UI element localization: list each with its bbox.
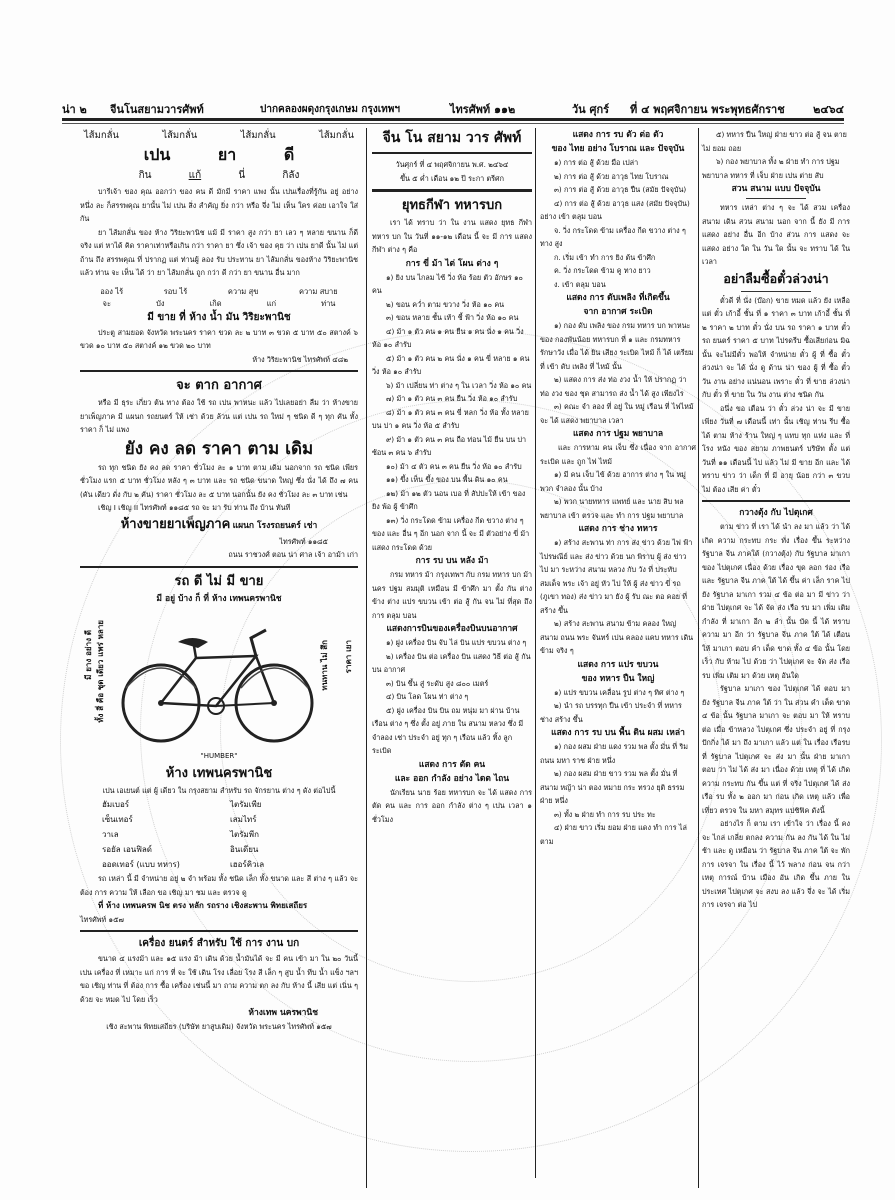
list-item: ก. เริ่ม เข้า ทำ การ ยิง ต้น ข้าศึก	[554, 252, 656, 262]
shop-address: เชิง สะพาน พิทยเสถียร (บริษัท ยาสูบเดิม) จังหวัด พระนคร ไทรศัพท์ ๑๕๗	[106, 1022, 332, 1031]
list-item: ๔) ฝ่าย ขาว เริ่ม ยอม ฝ่าย แดง ทำ การ ไล่ ตาม	[540, 823, 687, 846]
list-item: ๙) ม้า ๑ ตัว คน ๓ คน ถือ ท่อน ไม้ ยืน บน บ่า ซ้อน ๓ คน ๖ สำรับ	[372, 434, 527, 457]
ad-tagline-row	[80, 128, 358, 143]
list-item: ๕) ทหาร ปืน ใหญ่ ฝ่าย ขาว ต่อ สู้ จน ตาย ไม่ ยอม ถอย	[702, 130, 847, 153]
date-line: ขึ้น ๕ ค่ำ เดือน ๑๒ ปี ระกา ตรีศก	[400, 173, 504, 183]
ad-subhead: มี อยู่ บ้าง ก็ ที่ ห้าง เทพนครพานิช	[156, 593, 282, 604]
ad-headline: ยัง คง ลด ราคา ตาม เดิม	[124, 438, 314, 459]
brand-item: ไตรัมเพีย	[230, 800, 262, 809]
ad-phone: ไทรศัพท์ ๑๕๗	[80, 914, 124, 924]
list-item: ๒) เครื่อง บิน ต่อ เครื่อง บิน แสดง วิธี ต่อ สู้ กัน บน อากาศ	[372, 651, 531, 674]
ad-subline	[80, 167, 358, 185]
section-title: ของ ทหาร ปืน ใหญ่	[581, 673, 655, 684]
ad-headline: จะ ตาก อากาศ	[176, 378, 262, 393]
list-item: ๓) ทั้ง ๒ ฝ่าย ทำ การ รบ ประ ทะ	[554, 809, 656, 819]
column-1-ads	[80, 128, 358, 1034]
masthead-rule	[62, 118, 844, 121]
section-title: แสดง การ รบ ตัว ต่อ ตัว	[572, 130, 664, 140]
side-text: ราคา เยา	[344, 639, 353, 673]
section-title: แสดง การ ดับเพลิง ที่เกิดขึ้น	[566, 293, 670, 303]
bicycle-illustration	[80, 610, 358, 760]
benefit: แก่	[266, 298, 277, 308]
section-body: อนึ่ง ขอ เตือน ว่า ตั๋ว ล่วง น่า จะ มี ขาย เพียง วันที่ ๗ เดือนนี้ เท่า นั้น เชิญ ท่าน รีบ ซื้อ ได้ ตาม ห้าง ร้าน ใหญ่ ๆ แทบ ทุก แห่ง และ ที่ โรง หนัง ของ สยาม ภาพยนตร์ บริษัท ตั้ง แต่ วันที่ ๑๑ เดือนนี้ ไป แล้ว ไม่ มี ขาย อีก และ ได้ ทราบ ข่าว ว่า เด็ก ที่ มี อายุ น้อย กว่า ๓ ขวบ ไม่ ต้อง เสีย ค่า ตั๋ว	[702, 403, 850, 494]
title-rule	[741, 291, 811, 292]
list-item: ๖) ม้า เปลี่ยน ท่า ต่าง ๆ ใน เวลา วิ่ง ห้อ ๑๐ คน	[386, 380, 532, 390]
column-divider	[698, 128, 699, 1188]
shop-dept: แผนก โรงรถยนตร์ เช่า	[232, 520, 318, 531]
section-title: แสดง การ ปฐม พยาบาล	[572, 429, 664, 439]
shop-phone: ไทรศัพท์ ๑๑๘๕	[279, 536, 328, 546]
issue-year: ๒๔๖๔	[813, 103, 844, 116]
weekday: วัน ศุกร์	[572, 103, 610, 116]
section-divider	[702, 500, 850, 502]
title-rule	[372, 189, 532, 192]
subline-word: กิลัง	[282, 170, 300, 181]
section-title: การ ขี่ ม้า ไต่ โผน ต่าง ๆ	[405, 258, 499, 269]
section-body: อย่างไร ก็ ตาม เรา เข้าใจ ว่า เรื่อง นี้ คง จะ ไกล่ เกลี่ย ตกลง ความ กัน ลง กัน ได้ ใน ไม่ ช้า และ ดู เหมือน ว่า รัฐบาล จีน ภาค ใต้ จะ พัก การ เจรจา ใน เรื่อง นี้ ไว้ พลาง ก่อน จน กว่า เหตุ การณ์ บ้าน เมือง อัน เกิด ขึ้น ภาย ใน ประเทศ ไปตุเกศ จะ สงบ ลง แล้ว จึ่ง จะ ได้ เริ่ม การ เจรจา ต่อ ไป	[702, 819, 850, 909]
section-title: แสดง การ แปร ขบวน	[577, 659, 659, 670]
headline-word: เปน	[143, 145, 171, 164]
list-item: ๘) ม้า ๑ ตัว คน ๓ คน ขี่ หลก วิ่ง ห้อ ทั้ง หลาย บน บ่า ๑ คน วิ่ง ห้อ ๕ สำรับ	[372, 407, 529, 430]
ad-body: รถ ทุก ชนิด ยัง คง ลด ราคา ชั่วโมง ละ ๑ บาท ตาม เดิม นอกจาก รถ ชนิด เพียร ชั่วโมง แรก ๕ บาท ชั่วโมง หลัง ๆ ๓ บาท และ รถ ชนิด ขนาด ใหญ่ ซึ่ง นั่ง ได้ ถึง ๗ คน (คัน เดียว ดั่ง กับ ๒ คัน) ราคา ชั่วโมง ละ ๕ บาท นอกนั้น ยัง คง ชั่วโมง ละ ๓ บาท เช่น	[80, 462, 358, 499]
list-item: ๓) คณะ จำ ลอง ที่ อยู่ ใน หมู่ เรือน ที่ ไฟไหม้ จะ ได้ แสดง พยาบาล เวลา	[540, 402, 694, 425]
section-body: กรม ทหาร ม้า กรุงเทพฯ กับ กรม ทหาร บก ม้า นคร ปฐม สมมุติ เหมือน มี ข้าศึก มา ตั้ง กัน ต่าง ข้าง ต่าง แปร ขบวน เข้า ต่อ สู้ กัน จน ไม่ ที่สุด ถึง การ ตลุม บอน	[372, 570, 532, 620]
title-rule	[746, 198, 806, 199]
benefit: บัง	[156, 298, 165, 308]
machine-ad	[80, 936, 358, 1034]
issue-date: ที่ ๔ พฤศจิกายน พระพุทธศักราช	[630, 103, 785, 116]
paper-address: ปากคลองผดุงกรุงเกษม กรุงเทพฯ	[260, 103, 400, 115]
subline-word: นี่	[238, 170, 246, 181]
benefit: ความ สบาย	[298, 286, 338, 296]
ad-body: ยา ไส้มกลั่น ของ ห้าง วิริยะพานิช แม้ มี ราคา สูง กว่า ยา เลว ๆ หลาย ขนาน ก็ดี จริง แต่ หาได้ คิด ราคาเท่าหรือเกิน กว่า ราคา ยา ซึ่ง เจ้า ของ คุย ว่า เปน ยาดี นั้น ไม่ แต่ ถ้าน ถึง สรรพคุณ ที่ ปรากฏ แต่ ท่านผู้ ลอง รับ ประทาน ยา ไส้มกลั่น ของห้าง วิริยะพานิช แล้ว ท่าน จะ เห็น ได้ ว่า ยา ไส้มกลั่น ถูก กว่า ดี กว่า ยา ขนาน อื่น มาก	[80, 227, 358, 277]
list-item: ๑๐) ม้า ๔ ตัว คน ๓ คน ยืน วิ่ง ห้อ ๑๐ สำรับ	[386, 461, 522, 471]
ad-headline	[80, 143, 358, 167]
brand-tag: "HUMBER"	[200, 751, 238, 760]
ad-body: หรือ มี ธุระ เกี่ยว ต้น ทาง ต้อง ใช้ รถ เปน พาหนะ แล้ว ไปเลยอย่า ลืม ว่า ห้างขายยาเพ็ญภาค มี แผนก รถยนตร์ ให้ เช่า ด้วย ล้วน แต่ เปน รถ ใหม่ ๆ ชนิด ดี ๆ ทุก คัน ทั้ง ราคา ก็ ไม่ แพง	[80, 398, 358, 434]
list-item: ๕) ฝูง เครื่อง บิน บิน ถม หนุ่ม มา ผ่าน บ้าน เรือน ต่าง ๆ ซึ่ง ตั้ง อยู่ ภาย ใน สนาม หลวง ซึ่ง มี จำลอง เช่า ประจำ อยู่ ทุก ๆ เรือน แล้ว ทิ้ง ลูก ระเบิด	[372, 705, 524, 755]
tagline: ไส้มกลั่น	[162, 130, 198, 141]
list-item: ๑) มี คน เจ็บ ไข้ ด้วย อาการ ต่าง ๆ ใน หมู่ พวก จำลอง นั้น บ้าง	[540, 470, 686, 493]
benefit: รอบ ไร้	[163, 286, 188, 296]
list-item: ๑) ยิง บน ไกลม ไซ้ วิ่ง ห้อ ร้อย ตัว อักษร ๑๐ คน	[372, 272, 523, 295]
list-item: ๑) กอง ผสม ฝ่าย แดง รวม พล ตั้ง มั่น ที่ ริม ถนน มหา ราช ฝ่าย หนึ่ง	[540, 742, 688, 765]
section-divider	[80, 930, 358, 932]
ad-signature: ห้าง วิริยะพานิช ไทรศัพท์ ๔๘๒	[252, 354, 348, 364]
brand-item: ฮัมเบอร์	[102, 800, 130, 809]
benefit: เกิด	[209, 298, 222, 308]
paper-phone: ไทรศัพท์ ๑๑๒	[450, 103, 516, 116]
list-item: ๑๒) ม้า ๑๒ ตัว นอน เบอ ที่ สัปปะให้ เข้า ของ ยิง พ้อ ผู้ ข้าศึก	[372, 488, 526, 511]
list-item: ๕) ม้า ๑ ตัว คน ๒ คน นั่ง ๑ คน ขี่ หลาย ๑ คน วิ่ง ห้อ ๑๐ สำรับ	[372, 353, 530, 376]
benefit: ออง ไร้	[100, 286, 124, 296]
shop-name: ห้างขายยาเพ็ญภาค	[120, 516, 231, 532]
side-text: ทั้ง สี่ คือ ชุด เดียว แพร่ หลาย	[96, 619, 105, 723]
column-2-news	[372, 128, 532, 826]
ad-headline: เครื่อง ยนตร์ สำหรับ ใช้ การ งาน บก	[138, 938, 300, 949]
article-title: ยุทธกีฬา ทหารบก	[401, 198, 503, 213]
ad-body: รถ เหล่า นี้ มี จำหน่าย อยู่ ๒ จำ พร้อม ทั้ง ชนิด เล็ก ทั้ง ขนาด และ สี ต่าง ๆ แล้ว จะ ต้อง การ ความ ให้ เลือก ขอ เชิญ มา ชม และ ตรวจ ดู	[80, 874, 358, 897]
headline-word: ดี	[283, 145, 295, 164]
brand-item: รอยัล เอนฟิลด์	[102, 845, 153, 854]
shop-name: ห้าง เทพนครพานิช	[165, 765, 273, 781]
list-item: ๗) ม้า ๑ ตัว คน ๓ คน ยืน วิ่ง ห้อ ๑๐ สำรับ	[386, 394, 518, 403]
benefit: ท่าน	[321, 298, 336, 308]
list-item: ๔) การ ต่อ สู้ ด้วย อาวุธ แสง (สมัย ปัจจุบัน) อย่าง เข้า ตลุม บอน	[540, 198, 690, 221]
page-number: น่า ๒	[62, 103, 87, 116]
ad-address: ประตู สามยอด จังหวัด พระนคร ราคา ขวด ละ ๒ บาท ๓ ขวด ๕ บาท ๕๐ สตางค์ ๖ ขวด ๑๐ บาท ๕๐ สตางค์ ๑๒ ขวด ๒๐ บาท	[80, 327, 358, 350]
column-divider	[366, 128, 367, 1188]
list-item: ๒) ขอน คว่ำ ตาม ขวาง วิ่ง ห้อ ๑๐ คน	[386, 299, 505, 309]
list-item: ๑) แปร ขบวน เคลื่อน รูป ต่าง ๆ ทิศ ต่าง ๆ	[554, 687, 685, 697]
tagline: ไส้มกลั่น	[240, 130, 276, 141]
tagline: ไส้มกลั่น	[319, 130, 354, 141]
section-intro: และ การหาม คน เจ็บ ซึ่ง เนื่อง จาก อากาศ ระเบิด และ ถูก ไฟ ไหม้	[540, 443, 696, 466]
column-4-news	[702, 128, 850, 912]
section-title: แสดง การ ช่าง ทหาร	[578, 524, 658, 534]
headline-word: ยา	[217, 145, 237, 164]
section-title: การ รบ บน หลัง ม้า	[415, 556, 489, 566]
brand-item: วาเล	[102, 830, 119, 839]
column-3-news	[540, 128, 696, 848]
section-title: กวางตุ้ง กับ ไปตุเกศ	[739, 508, 813, 518]
ad-location: ที่ ห้าง เทพนครพ นิช ตรง หลัก รถราง เชิงสะพาน พิทยเสถียร	[98, 901, 308, 910]
list-item: ๒) พวก นายทหาร แพทย์ และ นาย สิบ พล พยาบาล เข้า ตรวจ และ ทำ การ ปฐม พยาบาล	[540, 497, 684, 520]
section-title: จาก อากาศ ระเบิด	[583, 307, 653, 317]
ad-headline: รถ ดี ไม่ มี ขาย	[174, 573, 264, 589]
brand-item: ไตรัมพีก	[230, 830, 259, 839]
list-item: ๒) แสดง การ ส่ง ท่อ งวง น้ำ ให้ ปรากฏ ว่า ท่อ งวง ของ ชุด สามารถ ส่ง น้ำ ได้ สูง เพียงไร	[540, 375, 687, 398]
list-item: ๔) บิน โลด โผน ท่า ต่าง ๆ	[386, 692, 469, 701]
section-body: นักเรียน นาย ร้อย ทหารบก จะ ได้ แสดง การ ตัด คน และ การ ออก กำลัง ต่าง ๆ เปน เวลา ๑ ชั่วโมง	[372, 787, 532, 824]
bicycle-icon	[116, 618, 316, 748]
medicine-ad	[80, 128, 358, 366]
section-body: ตาม ข่าว ที่ เรา ได้ นำ ลง มา แล้ว ว่า ได้ เกิด ความ กระทบ กระ ทั่ง เรื่อง ขึ้น ระหว่าง รัฐบาล จีน ภาคใต้ (กวางตุ้ง) กับ รัฐบาล มาเกา ของ ไปตุเกศ เนื่อง ด้วย เรื่อง ขุด ลอก ร่อง เรือ และ รัฐบาล จีน ภาค ใต้ ได้ ขึ้น ค่า เล็ก ราค ไป ยัง รัฐบาล มาเกา รวม ๔ ข้อ ต่อ มา มี ข่าว ว่า ฝ่าย ไปตุเกศ จะ ได้ จัด ส่ง เรือ รบ มา เพิ่ม เติม กำลัง ที่ มาเกา อีก ๒ ลำ นั้น บัด นี้ ได้ ทราบ ความ มา อีก ว่า รัฐบาล จีน ภาค ใต้ ได้ เตือน ให้ มาเกา ตอบ คำ เด็ด ขาด ทั้ง ๔ ข้อ นั้น โดยเร็ว กับ ห้าม ไป ด้วย ว่า ไปตุเกศ จะ จัด ส่ง เรือ รบ เพิ่ม เติม มา ด้วย เหตุ อันใด	[702, 522, 850, 680]
brand-item: เสมไทร์	[230, 815, 257, 824]
ad-body: เชิญ I เชิญ II ไทรศัพท์ ๑๑๘๕ รถ จะ มา รับ ท่าน ถึง บ้าน ทันที	[98, 503, 291, 512]
ad-body: ขนาด ๔ แรงม้า และ ๑๕ แรง ม้า เดิน ด้วย น้ำมันได้ จะ มี คน เข้า มา ใน ๒๐ วันนี้ เปน เครื่อง ที่ เหมาะ แก่ การ ที่ จะ ใช้ เดิน โรง เลื่อย โรง สี เล็ก ๆ สูบ น้ำ ทีบ น้ำ แข็ง ฯลฯ ขอ เชิญ ท่าน ที่ ต้อง การ ซื้อ เครื่อง เช่นนี้ มา ถาม ความ ตก ลง กับ ห้าง นี้ เสีย แต่ เนิ่น ๆ ด้วย จะ หมด ไป โดย เร็ว	[80, 954, 358, 1004]
section-divider	[80, 370, 358, 372]
benefits-row	[80, 286, 358, 298]
list-item: ๒) กอง ผสม ฝ่าย ขาว รวม พล ตั้ง มั่น ที่ สนาม หญ้า น่า ตอง หมาย กระ ทรวง ยุติ ธรรม ฝ่าย หนึ่ง	[540, 769, 685, 805]
brand-item: อินเดียน	[230, 845, 259, 854]
section-title: และ ออก กำลัง อย่าง ไดต ไถน	[394, 773, 510, 784]
bicycle-ad	[80, 572, 358, 927]
section-title: แสดง การ ตัด คน	[418, 759, 486, 770]
section-divider	[80, 566, 358, 568]
section-body: ทหาร เหล่า ต่าง ๆ จะ ได้ สวม เครื่อง สนาม เดิน สวน สนาม นอก จาก นี้ ยัง มี การ แสดง อย่าง อื่น อีก บ้าง ส่วน การ แสดง จะ แสดง อย่าง ใด ใน วัน ใด นั้น จะ ทราบ ได้ ใน เวลา	[702, 203, 850, 266]
list-item: ๑๓) วิ่ง กระโดด ข้าม เครื่อง กีด ขวาง ต่าง ๆ ของ และ อื่น ๆ อีก นอก จาก นี้ จะ มี ตัวอย่าง ขี่ ม้า แสดง กระโดด ด้วย	[372, 515, 530, 552]
title-rule	[372, 152, 532, 154]
list-item: ๑) สร้าง สะพาน ท่า การ ส่ง ข่าว ด้วย ไฟ ฟ้า ไปรษณีย์ และ ส่ง ข่าว ด้วย นก พิราบ ผู้ ส่ง ข่าว ไป มา ระหว่าง สนาม หลวง กับ วัง ที่ ประทับ สมเด็จ พระ เจ้า อยู่ หัว ไป ให้ ผู้ ส่ง ข่าว ขี่ รถ (ภูเขา ทอง) ส่ง ข่าว มา ยัง ผู้ รับ ณะ ตอ คอย ที่ สร้าง ขึ้น	[540, 538, 693, 615]
subline-word: แก้	[188, 170, 202, 181]
list-item: ๖) กอง พยาบาล ทั้ง ๒ ฝ่าย ทำ การ ปฐม พยาบาล ทหาร ที่ เจ็บ ฝ่าย เปน ต่าย สับ	[702, 157, 840, 180]
section-title: ของ ไทย อย่าง โบราณ และ ปัจจุบัน	[551, 144, 685, 154]
sold-at-line: มี ขาย ที่ ห้าง น้ำ มัน วิริยะพานิช	[147, 311, 291, 323]
brand-item: เฮอร์คิวเล	[230, 860, 265, 869]
masthead	[62, 98, 844, 120]
section-body: รัฐบาล มาเกา ของ ไปตุเกศ ได้ ตอบ มา ยัง รัฐบาล จีน ภาค ใต้ ว่า ใน ส่วน คำ เด็ด ขาด ๔ ข้อ นั้น รัฐบาล มาเกา จะ ตอบ มา ให้ ทราบ ต่อ เมื่อ ข้าหลวง ไปตุเกศ ซึ่ง ประจำ อยู่ ที่ กรุง ปักกิ่ง ได้ มา ถึง มาเกา แล้ว แต่ ใน เรื่อง เรือรบ ที่ รัฐบาล ไปตุเกศ จะ ส่ง มา นั้น ฝ่าย มาเกา ตอบ ว่า ไม่ ได้ ส่ง มา เนื่อง ด้วย เหตุ ที่ ได้ เกิด ความ กระทบ กัน ขึ้น แต่ ที่ จริง ไปตุเกศ ได้ ส่ง เรือ รบ ทั้ง ๒ ออก มา ก่อน เกิด เหตุ แล้ว เพื่อ เที่ยว ตรวจ ใน มหา สมุทร แปซิฟิค ดังนี้	[702, 684, 850, 815]
list-item: ๓) บิน ขึ้น สู่ ระดับ สูง ๘๐๐ เมตร์	[386, 678, 489, 688]
section-title: แสดง การ รบ บน พื้น ดิน ผสม เหล่า	[551, 728, 685, 738]
section-title: สวน สนาม แบบ ปัจจุบัน	[731, 184, 821, 194]
list-item: ๒) นำ รถ บรรทุก ปืน เข้า ประจำ ที่ ทหาร ช่าง สร้าง ขึ้น	[540, 701, 682, 724]
brand-list	[80, 797, 358, 872]
list-item: จ. วิ่ง กระโดด ข้าม เครื่อง กีด ขวาง ต่าง ๆ ทาง สูง	[540, 225, 686, 248]
list-item: ๑) การ ต่อ สู้ ด้วย มือ เปล่า	[554, 158, 639, 167]
benefit: ความ สุข	[227, 286, 259, 296]
tagline: ไส้มกลั่น	[84, 130, 119, 141]
date-line: วันศุกร์ ที่ ๔ พฤศจิกายน พ.ศ. ๒๔๖๔	[395, 160, 509, 169]
paper-title: จีน โน สยาม วาร ศัพท์	[382, 130, 522, 146]
paper-name: จีนโนสยามวารศัพท์	[110, 103, 204, 116]
ad-body: บารีเจ้า ของ คุณ ออกว่า ของ คน ดี มักมี ราคา แพง นั้น เปนเรื่องที่รู้กัน อยู่ อย่าง หนึ่ง ละ ก็สรรพคุณ ยานั้น ไม่ เปน สิ่ง สำคัญ ยิ่ง กว่า หรือ จึ่ง ไม่ เห็น ใคร ค่อย เอาใจ ใส่ กัน	[80, 187, 358, 223]
list-item: ๓) ขอน หลาย ชั้น เท้า ชี้ ฟ้า วิ่ง ห้อ ๑๐ คน	[386, 313, 519, 322]
masthead-rule-thin	[62, 123, 844, 124]
list-item: ๓) การ ต่อ สู้ ด้วย อาวุธ ปืน (สมัย ปัจจุบัน)	[554, 185, 687, 194]
shop-name: ห้างเทพ นครพานิช	[248, 1008, 318, 1018]
side-text: ทนทาน ไม่ สึก	[320, 639, 329, 691]
column-divider	[535, 128, 536, 1178]
list-item: ๑) กอง ดับ เพลิง ของ กรม ทหาร บก พาหนะ ของ กองพันน้อย ทหารบก ที่ ๑ และ กรมทหาร รักษาวัง เมื่อ ได้ ยิน เสียง ระเบิด ไหม้ ก็ ได้ เตรียม ที่ เข้า ดับ เพลิง ที่ ไหม้ นั้น	[540, 321, 694, 371]
ad-intro: เปน เอเยนต์ แต่ ผู้ เดียว ใน กรุงสยาม สำหรับ รถ จักรยาน ต่าง ๆ ดัง ต่อไปนี้	[102, 785, 336, 795]
side-text: มี ยาง อย่าง ดี	[84, 629, 93, 680]
section-title: อย่าลืมซื้อตั๋วล่วงน่า	[723, 270, 829, 286]
list-item: ๒) การ ต่อ สู้ ด้วย อาวุธ ไทย โบราณ	[554, 171, 669, 181]
list-item: ๑๑) ขึ้ง เห็น ขึ้ง ของ บน พื้น ดิน ๑๐ คน	[386, 475, 508, 484]
list-item: ๒) สร้าง สะพาน สนาม ข้าม คลอง ใหญ่ สนาม ถนน พระ จันทร์ เปน คลอง แคบ ทหาร เดิน ข้าม จริง ๆ	[540, 619, 694, 655]
shop-line	[80, 515, 358, 535]
list-item: ค. วิ่ง กระโดด ข้าม คู ทาง ยาว	[554, 266, 651, 275]
benefits-row	[80, 298, 358, 310]
shop-address: ถนน ราชวงศ์ ตอน น่า ศาล เจ้า อาม้า เก่า	[228, 550, 358, 559]
list-item: ง. เข้า ตลุม บอน	[554, 279, 606, 289]
brand-item: เซ็นเทอร์	[102, 815, 133, 824]
section-title: แสดงการบินของเครื่องบินบนอากาศ	[386, 624, 518, 634]
list-item: ๔) ม้า ๑ ตัว คน ๑ คน ยืน ๑ คน นั่ง ๑ คน วิ่ง ห้อ ๑๐ สำรับ	[372, 326, 524, 349]
subline-word: กิน	[138, 170, 152, 181]
section-body: ตั๋วดี ที่ นั่ง (บ๊อก) ขาย หมด แล้ว ยัง เหลือ แต่ ตั๋ว เก้าอี้ ชั้น ที่ ๑ ราคา ๓ บาท เก้าอี้ ชั้น ที่ ๒ ราคา ๒ บาท ตั๋ว นั่ง บน รถ ราคา ๑ บาท ตั๋ว รถ ยนตร์ ราคา ๕ บาท ไปรดรีบ ซื้อเสียก่อน มิฉนั้น จะไม่มีตั๋ว พอให้ จำหน่าย ตั๋ว ผู้ ที่ ซื้อ ตั๋ว ล่วงน่า จะ ได้ นั่ง ดู ด้าน น่า ของ ผู้ ที่ ซื้อ ตั๋ว วัน งาน อย่าง แน่นอน เพราะ ตั๋ว ที่ ขาย ล่วงน่า กับ ตั๋ว ที่ ขาย ใน วัน งาน ต่าง ชนิด กัน	[702, 295, 850, 399]
benefit: จะ	[102, 298, 111, 308]
brand-item: ออดเทอร์ (แบบ ทหาร)	[102, 860, 180, 869]
article-intro: เรา ได้ ทราบ ว่า ใน งาน แสดง ยุทธ กีฬา ทหาร บก ใน วันที่ ๑๑-๑๒ เดือน นี้ จะ มี การ แสดง กีฬา ต่าง ๆ คือ	[372, 218, 532, 254]
car-rental-ad	[80, 376, 358, 562]
list-item: ๑) ฝูง เครื่อง บิน จับ ไล่ บิน แปร ขบวน ต่าง ๆ	[386, 638, 527, 647]
